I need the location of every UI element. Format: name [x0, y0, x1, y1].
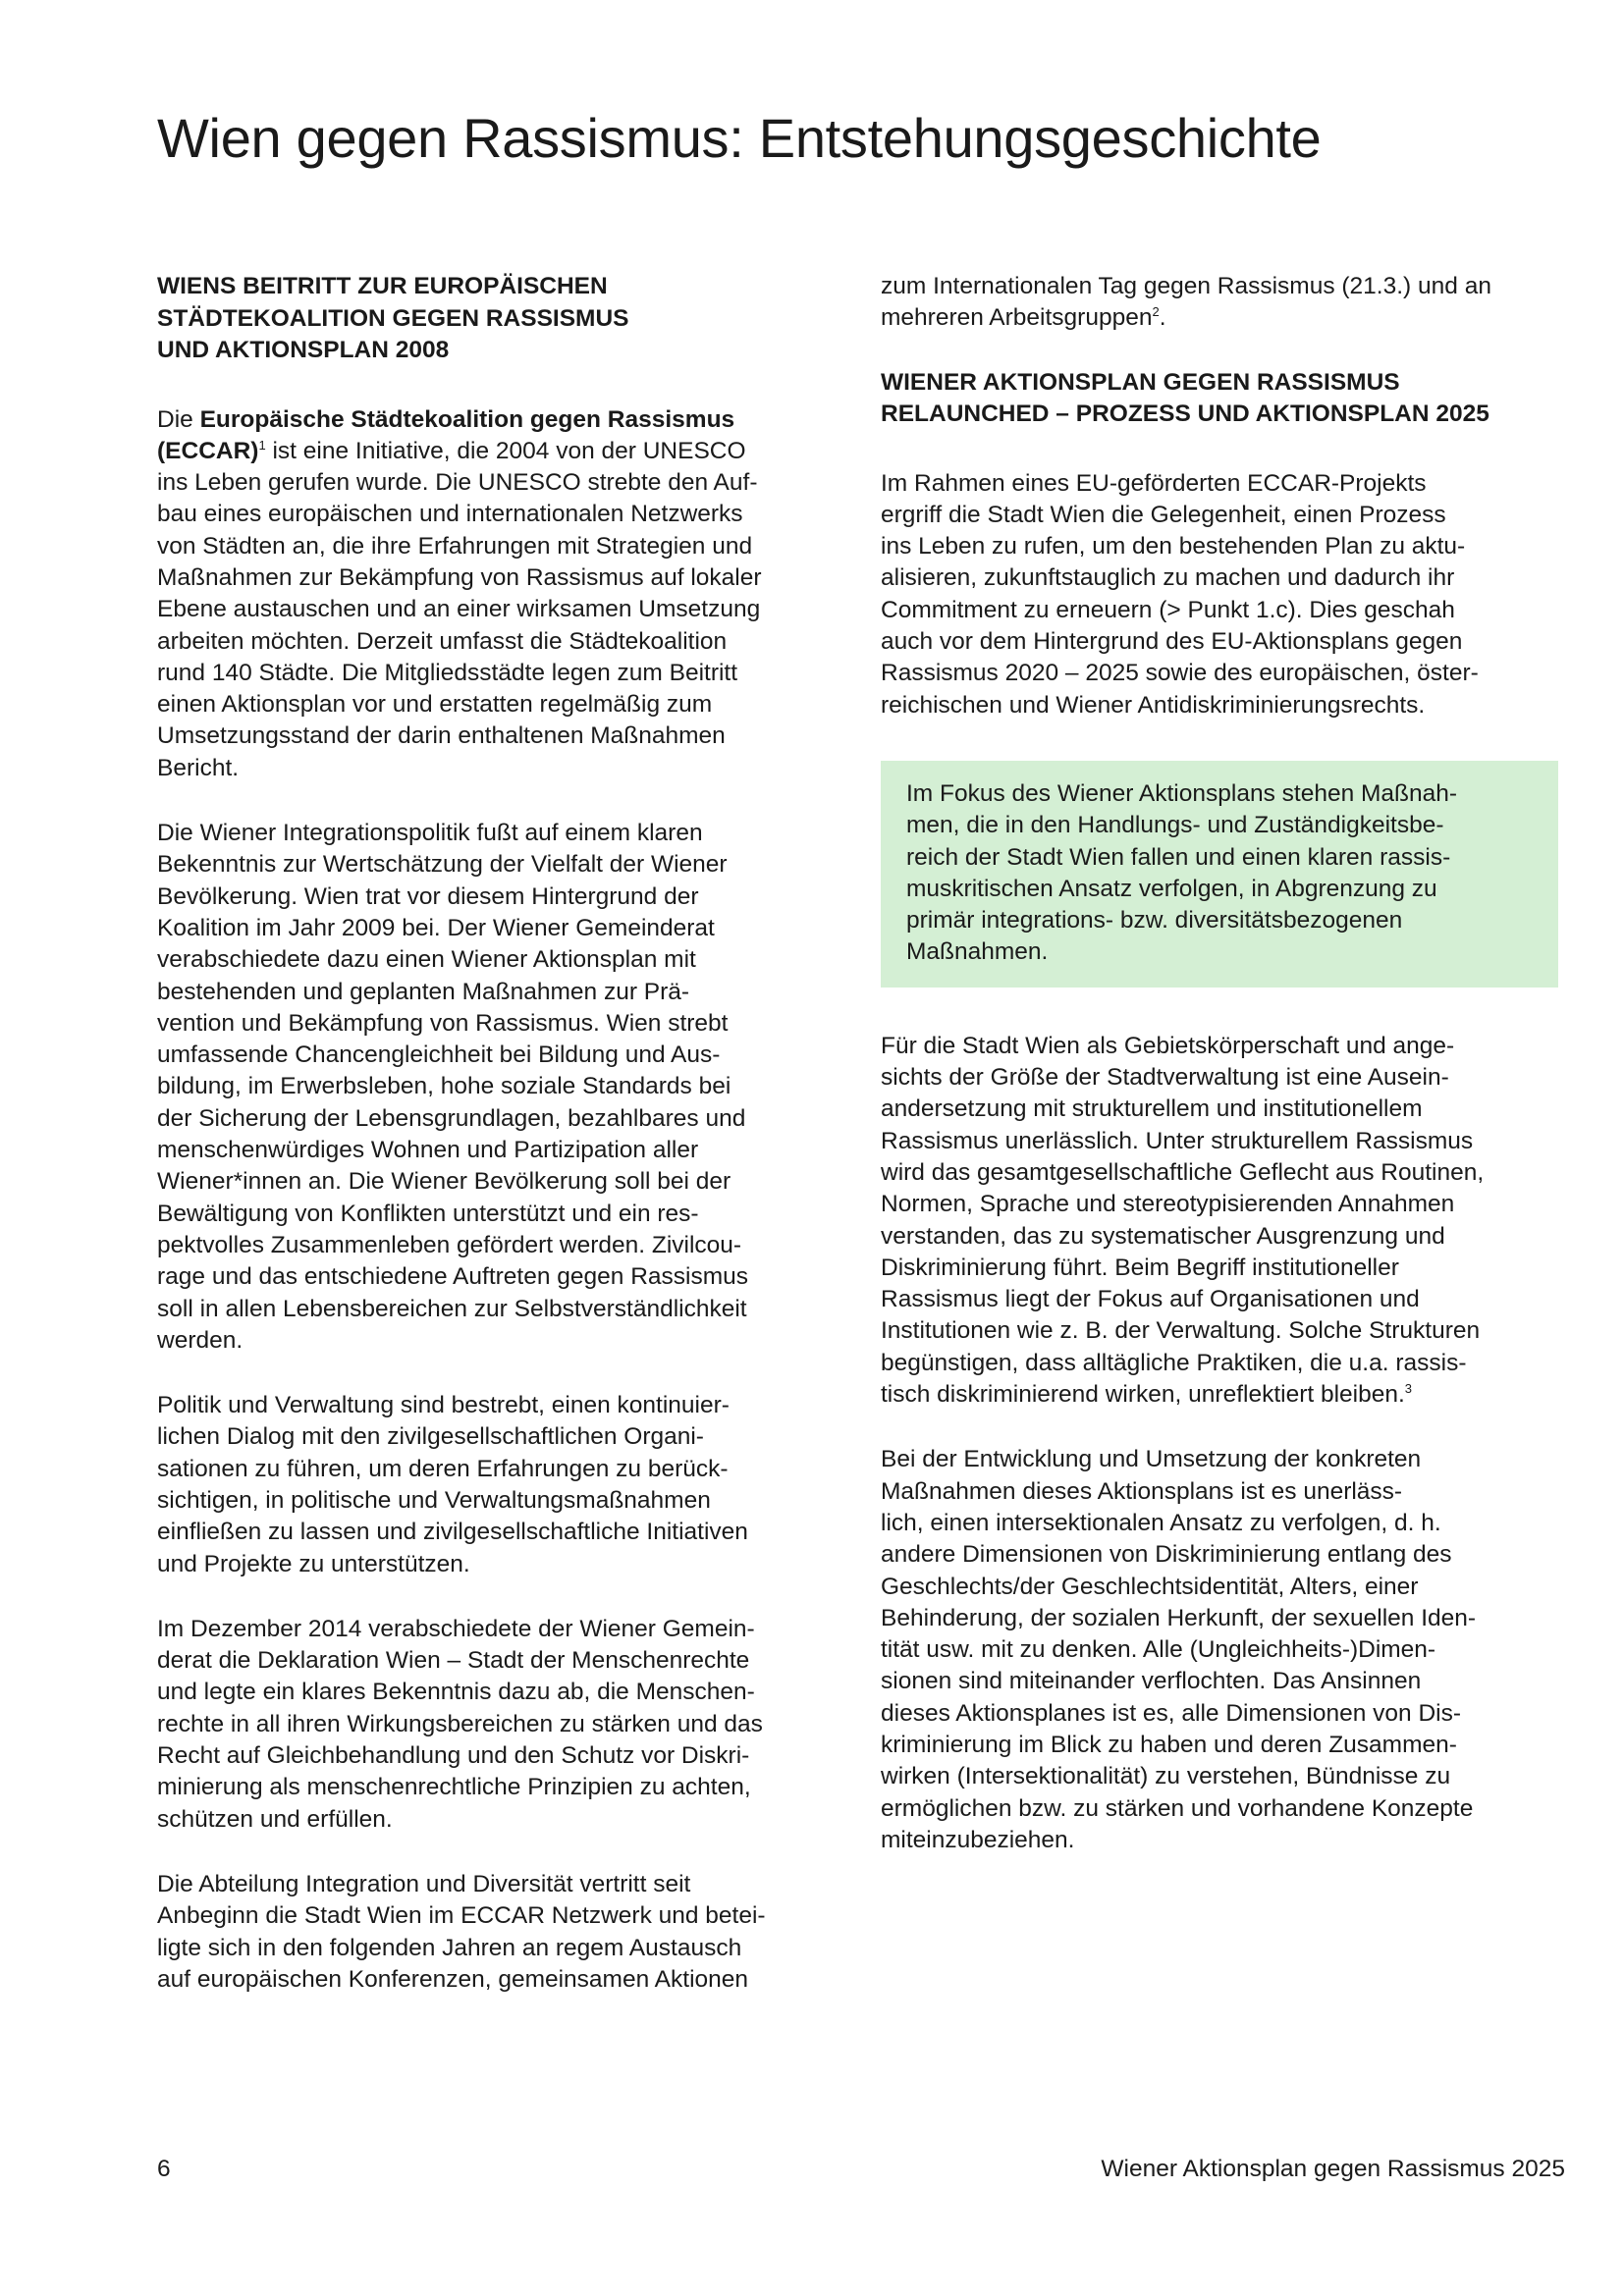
text-line: bau eines europäischen und internationalen Netzwerks: [157, 501, 743, 528]
text-line: soll in allen Lebensbereichen zur Selbstverständlichkeit: [157, 1295, 747, 1322]
text-line: lichen Dialog mit den zivilgesellschaftlichen Organi-: [157, 1423, 704, 1451]
paragraph-human-rights-declaration: [157, 1614, 839, 1836]
footnote-marker[interactable]: 2: [1152, 304, 1160, 320]
paragraph-eccar-project: [881, 468, 1563, 721]
heading-line: UND AKTIONSPLAN 2008: [157, 337, 450, 363]
text-line: wird das gesamtgesellschaftliche Geflecht aus Routinen,: [881, 1158, 1485, 1186]
text-run: Die: [157, 405, 200, 433]
text-line: Im Dezember 2014 verabschiedete der Wiener Gemein-: [157, 1615, 755, 1642]
text-line: [157, 404, 839, 436]
text-line: derat die Deklaration Wien – Stadt der Menschenrechte: [157, 1647, 750, 1675]
text-line: der Sicherung der Lebensgrundlagen, bezahlbares und: [157, 1104, 746, 1132]
text-line: und legte ein klares Bekenntnis dazu ab, die Menschen-: [157, 1679, 755, 1706]
text-line: begünstigen, dass alltägliche Praktiken, die u.a. rassis-: [881, 1349, 1467, 1376]
paragraph-structural-racism: [881, 1031, 1563, 1412]
text-line: pektvolles Zusammenleben gefördert werden. Zivilcou-: [157, 1231, 742, 1258]
text-line: bestehenden und geplanten Maßnahmen zur Prä-: [157, 978, 690, 1005]
highlight-box: [881, 761, 1558, 988]
text-line: Normen, Sprache und stereotypisierenden Annahmen: [881, 1191, 1455, 1218]
text-line: Bericht.: [157, 754, 240, 781]
text-line: Die Abteilung Integration und Diversität vertritt seit: [157, 1870, 691, 1897]
text-line: Institutionen wie z. B. der Verwaltung. Solche Strukturen: [881, 1317, 1481, 1345]
text-line: vention und Bekämpfung von Rassismus. Wien strebt: [157, 1009, 729, 1037]
text-line: kriminierung im Blick zu haben und deren Zusammen-: [881, 1731, 1457, 1758]
text-line: werden.: [157, 1326, 244, 1354]
text-line: minierung als menschenrechtliche Prinzipien zu achten,: [157, 1774, 751, 1801]
text-run: tisch diskriminierend wirken, unreflektiert bleiben.: [881, 1381, 1405, 1409]
text-line: sationen zu führen, um deren Erfahrungen zu berück-: [157, 1455, 729, 1482]
heading-line: WIENER AKTIONSPLAN GEGEN RASSISMUS: [881, 368, 1400, 396]
text-line: Geschlechts/der Geschlechtsidentität, Alters, einer: [881, 1573, 1419, 1600]
text-line: verstanden, das zu systematischer Ausgrenzung und: [881, 1222, 1445, 1250]
text-line: Für die Stadt Wien als Gebietskörperschaft und ange-: [881, 1032, 1455, 1059]
text-run: mehreren Arbeitsgruppen: [881, 304, 1153, 332]
text-line: Rassismus unerlässlich. Unter strukturellem Rassismus: [881, 1127, 1474, 1154]
text-line: lich, einen intersektionalen Ansatz zu verfolgen, d. h.: [881, 1509, 1441, 1536]
footer-document-title: Wiener Aktionsplan gegen Rassismus 2025: [1101, 2156, 1565, 2182]
text-line: reich der Stadt Wien fallen und einen klaren rassis-: [906, 843, 1451, 871]
text-line: primär integrations- bzw. diversitätsbezogenen: [906, 907, 1403, 934]
paragraph-civil-dialogue: [157, 1390, 839, 1580]
text-line: Anbeginn die Stadt Wien im ECCAR Netzwerk und betei-: [157, 1902, 766, 1930]
text-line: Ebene austauschen und an einer wirksamen Umsetzung: [157, 596, 761, 623]
text-line: verabschiedete dazu einen Wiener Aktionsplan mit: [157, 946, 696, 974]
text-line: ermöglichen bzw. zu stärken und vorhandene Konzepte: [881, 1794, 1474, 1822]
bold-term: (ECCAR): [157, 437, 259, 464]
text-line: [881, 302, 1563, 334]
text-run: ist eine Initiative, die 2004 von der UNESCO: [265, 437, 746, 464]
text-line: Die Wiener Integrationspolitik fußt auf einem klaren: [157, 820, 703, 847]
text-line: Rassismus liegt der Fokus auf Organisationen und: [881, 1286, 1420, 1313]
text-line: Bekenntnis zur Wertschätzung der Vielfalt der Wiener: [157, 851, 728, 879]
text-line: Bevölkerung. Wien trat vor diesem Hintergrund der: [157, 882, 699, 910]
text-line: arbeiten möchten. Derzeit umfasst die Städtekoalition: [157, 627, 728, 655]
text-line: Umsetzungsstand der darin enthaltenen Maßnahmen: [157, 722, 726, 750]
text-line: einfließen zu lassen und zivilgesellschaftliche Initiativen: [157, 1519, 748, 1546]
footnote-marker[interactable]: 3: [1404, 1380, 1413, 1396]
text-line: rechte in all ihren Wirkungsbereichen zu stärken und das: [157, 1710, 763, 1737]
text-line: sichtigen, in politische und Verwaltungsmaßnahmen: [157, 1487, 711, 1514]
text-line: Maßnahmen dieses Aktionsplans ist es unerläss-: [881, 1477, 1403, 1505]
text-line: muskritischen Ansatz verfolgen, in Abgrenzung zu: [906, 875, 1437, 902]
text-line: sionen sind miteinander verflochten. Das Ansinnen: [881, 1668, 1422, 1695]
right-column: [881, 271, 1563, 1856]
text-line: von Städten an, die ihre Erfahrungen mit Strategien und: [157, 532, 753, 560]
heading-line: RELAUNCHED – PROZESS UND AKTIONSPLAN 2025: [881, 400, 1489, 428]
left-column: [157, 271, 839, 1996]
paragraph-integration-department: [157, 1869, 839, 1996]
text-line: Maßnahmen.: [906, 938, 1049, 966]
text-line: ins Leben gerufen wurde. Die UNESCO strebte den Auf-: [157, 469, 758, 497]
text-line: ergriff die Stadt Wien die Gelegenheit, einen Prozess: [881, 501, 1446, 528]
text-line: Im Rahmen eines EU-geförderten ECCAR-Projekts: [881, 469, 1427, 497]
page-number: 6: [157, 2156, 171, 2182]
text-line: ins Leben zu rufen, um den bestehenden Plan zu aktu-: [881, 533, 1466, 561]
page-title: Wien gegen Rassismus: Entstehungsgeschichte: [157, 107, 1322, 169]
text-line: umfassende Chancengleichheit bei Bildung und Aus-: [157, 1041, 721, 1069]
text-line: Im Fokus des Wiener Aktionsplans stehen Maßnah-: [906, 779, 1458, 807]
text-line: zum Internationalen Tag gegen Rassismus (21.3.) und an: [881, 273, 1491, 299]
text-line: Politik und Verwaltung sind bestrebt, einen kontinuier-: [157, 1392, 730, 1419]
text-line: menschenwürdiges Wohnen und Partizipation aller: [157, 1137, 699, 1164]
text-line: bildung, im Erwerbsleben, hohe soziale Standards bei: [157, 1073, 731, 1100]
text-line: und Projekte zu unterstützen.: [157, 1550, 470, 1577]
footnote-marker[interactable]: 1: [258, 437, 266, 453]
paragraph-continuation: [881, 271, 1563, 335]
text-line: auch vor dem Hintergrund des EU-Aktionsplans gegen: [881, 628, 1463, 656]
text-line: einen Aktionsplan vor und erstatten regelmäßig zum: [157, 691, 713, 719]
text-line: auf europäischen Konferenzen, gemeinsamen Aktionen: [157, 1965, 749, 1993]
paragraph-eccar-intro: [157, 404, 839, 785]
bold-term: Europäische Städtekoalition gegen Rassismus: [199, 405, 735, 433]
text-line: rage und das entschiedene Auftreten gegen Rassismus: [157, 1263, 749, 1291]
text-line: Rassismus 2020 – 2025 sowie des europäischen, öster-: [881, 660, 1479, 687]
highlight-text: [906, 778, 1533, 969]
text-line: ligte sich in den folgenden Jahren an regem Austausch: [157, 1934, 742, 1961]
text-line: Behinderung, der sozialen Herkunft, der sexuellen Iden-: [881, 1604, 1477, 1631]
text-run: .: [1159, 304, 1166, 332]
text-line: Koalition im Jahr 2009 bei. Der Wiener Gemeinderat: [157, 914, 715, 941]
text-line: Recht auf Gleichbehandlung und den Schutz vor Diskri-: [157, 1742, 750, 1770]
text-line: Bewältigung von Konflikten unterstützt und ein res-: [157, 1200, 699, 1227]
section-heading-eccar-2008: [157, 271, 839, 367]
heading-line: WIENS BEITRITT ZUR EUROPÄISCHEN: [157, 273, 608, 299]
text-line: wirken (Intersektionalität) zu verstehen, Bündnisse zu: [881, 1763, 1451, 1790]
text-line: dieses Aktionsplanes ist es, alle Dimensionen von Dis-: [881, 1699, 1462, 1727]
text-line: tität usw. mit zu denken. Alle (Ungleichheits-)Dimen-: [881, 1636, 1436, 1664]
text-line: Bei der Entwicklung und Umsetzung der konkreten: [881, 1446, 1422, 1473]
text-line: Commitment zu erneuern (> Punkt 1.c). Dies geschah: [881, 596, 1455, 623]
text-line: andere Dimensionen von Diskriminierung entlang des: [881, 1541, 1452, 1569]
text-line: men, die in den Handlungs- und Zuständigkeitsbe-: [906, 812, 1444, 839]
text-line: schützen und erfüllen.: [157, 1805, 393, 1833]
text-line: Diskriminierung führt. Beim Begriff institutioneller: [881, 1254, 1399, 1281]
text-line: [157, 436, 839, 467]
text-line: reichischen und Wiener Antidiskriminierungsrechts.: [881, 691, 1426, 719]
text-line: Maßnahmen zur Bekämpfung von Rassismus auf lokaler: [157, 563, 762, 591]
paragraph-integration-policy: [157, 818, 839, 1357]
text-line: andersetzung mit strukturellem und institutionellem: [881, 1095, 1423, 1123]
text-line: miteinzubeziehen.: [881, 1826, 1075, 1853]
heading-line: STÄDTEKOALITION GEGEN RASSISMUS: [157, 304, 629, 332]
text-line: alisieren, zukunftstauglich zu machen und dadurch ihr: [881, 564, 1455, 592]
text-line: [881, 1379, 1563, 1411]
paragraph-intersectional-approach: [881, 1444, 1563, 1856]
text-line: sichts der Größe der Stadtverwaltung ist eine Ausein-: [881, 1064, 1449, 1092]
text-line: rund 140 Städte. Die Mitgliedsstädte legen zum Beitritt: [157, 659, 738, 686]
section-heading-relaunch-2025: [881, 367, 1563, 431]
text-line: Wiener*innen an. Die Wiener Bevölkerung soll bei der: [157, 1168, 731, 1196]
